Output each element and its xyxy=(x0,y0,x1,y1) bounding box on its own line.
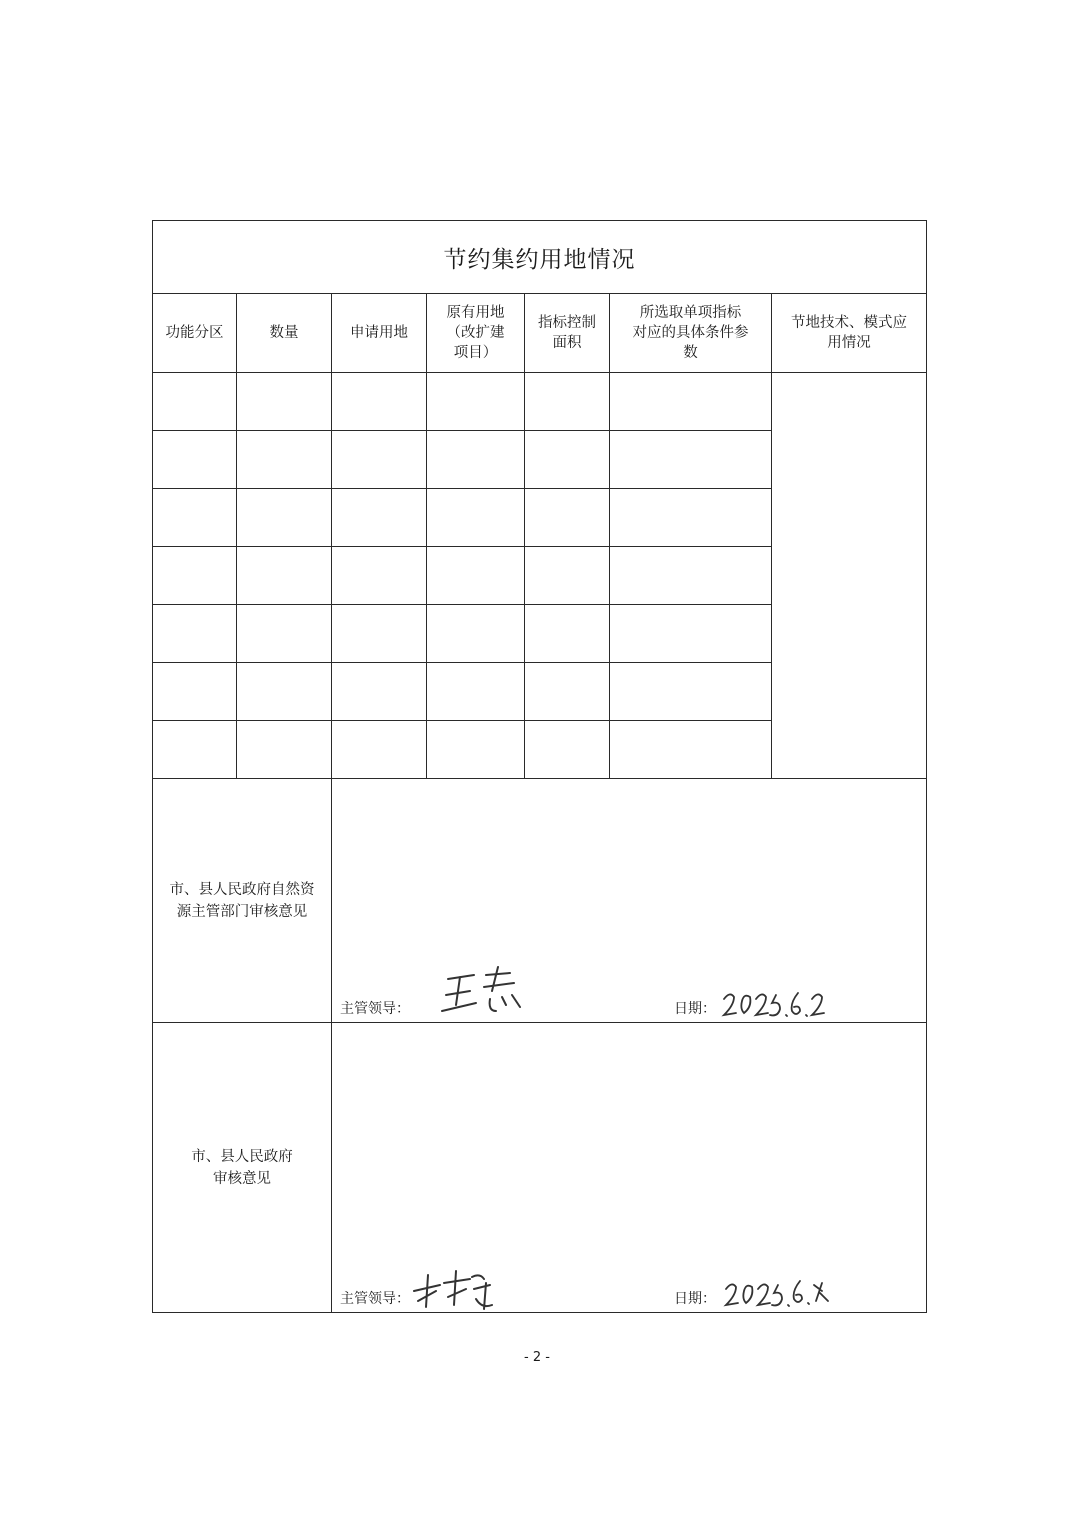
table-cell[interactable] xyxy=(427,605,525,663)
review1-date-handwriting xyxy=(720,989,830,1021)
table-cell[interactable] xyxy=(237,547,332,605)
land-use-form xyxy=(152,220,927,1313)
table-cell[interactable] xyxy=(237,721,332,779)
table-cell[interactable] xyxy=(610,663,772,721)
page-number: - 2 - xyxy=(524,1350,550,1365)
col-header-control-area: 指标控制 面积 xyxy=(525,294,610,373)
table-cell[interactable] xyxy=(610,605,772,663)
review2-content[interactable] xyxy=(332,1023,927,1313)
review-section-natural-resources xyxy=(153,779,927,1023)
table-cell[interactable] xyxy=(237,489,332,547)
table-cell[interactable] xyxy=(153,489,237,547)
table-cell[interactable] xyxy=(610,431,772,489)
table-cell[interactable] xyxy=(153,663,237,721)
table-cell[interactable] xyxy=(525,547,610,605)
review1-content[interactable] xyxy=(332,779,927,1023)
table-row xyxy=(153,373,927,431)
table-cell[interactable] xyxy=(610,489,772,547)
review2-leader-label: 主管领导： xyxy=(340,1291,410,1307)
table-cell[interactable] xyxy=(332,605,427,663)
land-saving-tech-cell[interactable] xyxy=(772,373,927,779)
table-cell[interactable] xyxy=(332,547,427,605)
table-cell[interactable] xyxy=(332,431,427,489)
table-cell[interactable] xyxy=(525,489,610,547)
table-cell[interactable] xyxy=(153,373,237,431)
table-cell[interactable] xyxy=(332,721,427,779)
table-cell[interactable] xyxy=(237,373,332,431)
col-header-indicator-params: 所选取单项指标 对应的具体条件参 数 xyxy=(610,294,772,373)
review1-label-text: 市、县人民政府自然资 源主管部门审核意见 xyxy=(169,881,315,920)
table-cell[interactable] xyxy=(427,721,525,779)
col-header-applied-land: 申请用地 xyxy=(332,294,427,373)
table-cell[interactable] xyxy=(525,663,610,721)
table-cell[interactable] xyxy=(525,605,610,663)
table-cell[interactable] xyxy=(427,373,525,431)
review1-date-label: 日期： xyxy=(674,1001,716,1017)
table-cell[interactable] xyxy=(525,431,610,489)
table-cell[interactable] xyxy=(237,431,332,489)
review-section-government xyxy=(153,1023,927,1313)
col-header-original-land: 原有用地 （改扩建 项目） xyxy=(427,294,525,373)
table-cell[interactable] xyxy=(427,547,525,605)
table-cell[interactable] xyxy=(332,373,427,431)
col-header-quantity: 数量 xyxy=(237,294,332,373)
table-cell[interactable] xyxy=(427,489,525,547)
header-row xyxy=(153,294,927,373)
table-cell[interactable] xyxy=(332,489,427,547)
table-cell[interactable] xyxy=(610,373,772,431)
table-cell[interactable] xyxy=(237,663,332,721)
col-header-zone: 功能分区 xyxy=(153,294,237,373)
review2-label-text: 市、县人民政府 审核意见 xyxy=(191,1148,293,1187)
form-title: 节约集约用地情况 xyxy=(153,221,927,294)
table-cell[interactable] xyxy=(153,547,237,605)
table-cell[interactable] xyxy=(427,431,525,489)
table-cell[interactable] xyxy=(427,663,525,721)
review1-leader-label: 主管领导： xyxy=(340,1001,410,1017)
table-cell[interactable] xyxy=(610,547,772,605)
review2-label xyxy=(153,1023,332,1313)
table-cell[interactable] xyxy=(153,605,237,663)
table-cell[interactable] xyxy=(525,373,610,431)
review1-signature xyxy=(440,965,530,1017)
table-cell[interactable] xyxy=(153,721,237,779)
review2-signature xyxy=(410,1269,500,1313)
col-header-land-saving-tech: 节地技术、模式应 用情况 xyxy=(772,294,927,373)
table-cell[interactable] xyxy=(153,431,237,489)
review1-label xyxy=(153,779,332,1023)
review2-date-label: 日期： xyxy=(674,1291,716,1307)
review2-date-handwriting xyxy=(722,1277,832,1309)
table-cell[interactable] xyxy=(525,721,610,779)
table-cell[interactable] xyxy=(237,605,332,663)
table-cell[interactable] xyxy=(610,721,772,779)
table-cell[interactable] xyxy=(332,663,427,721)
